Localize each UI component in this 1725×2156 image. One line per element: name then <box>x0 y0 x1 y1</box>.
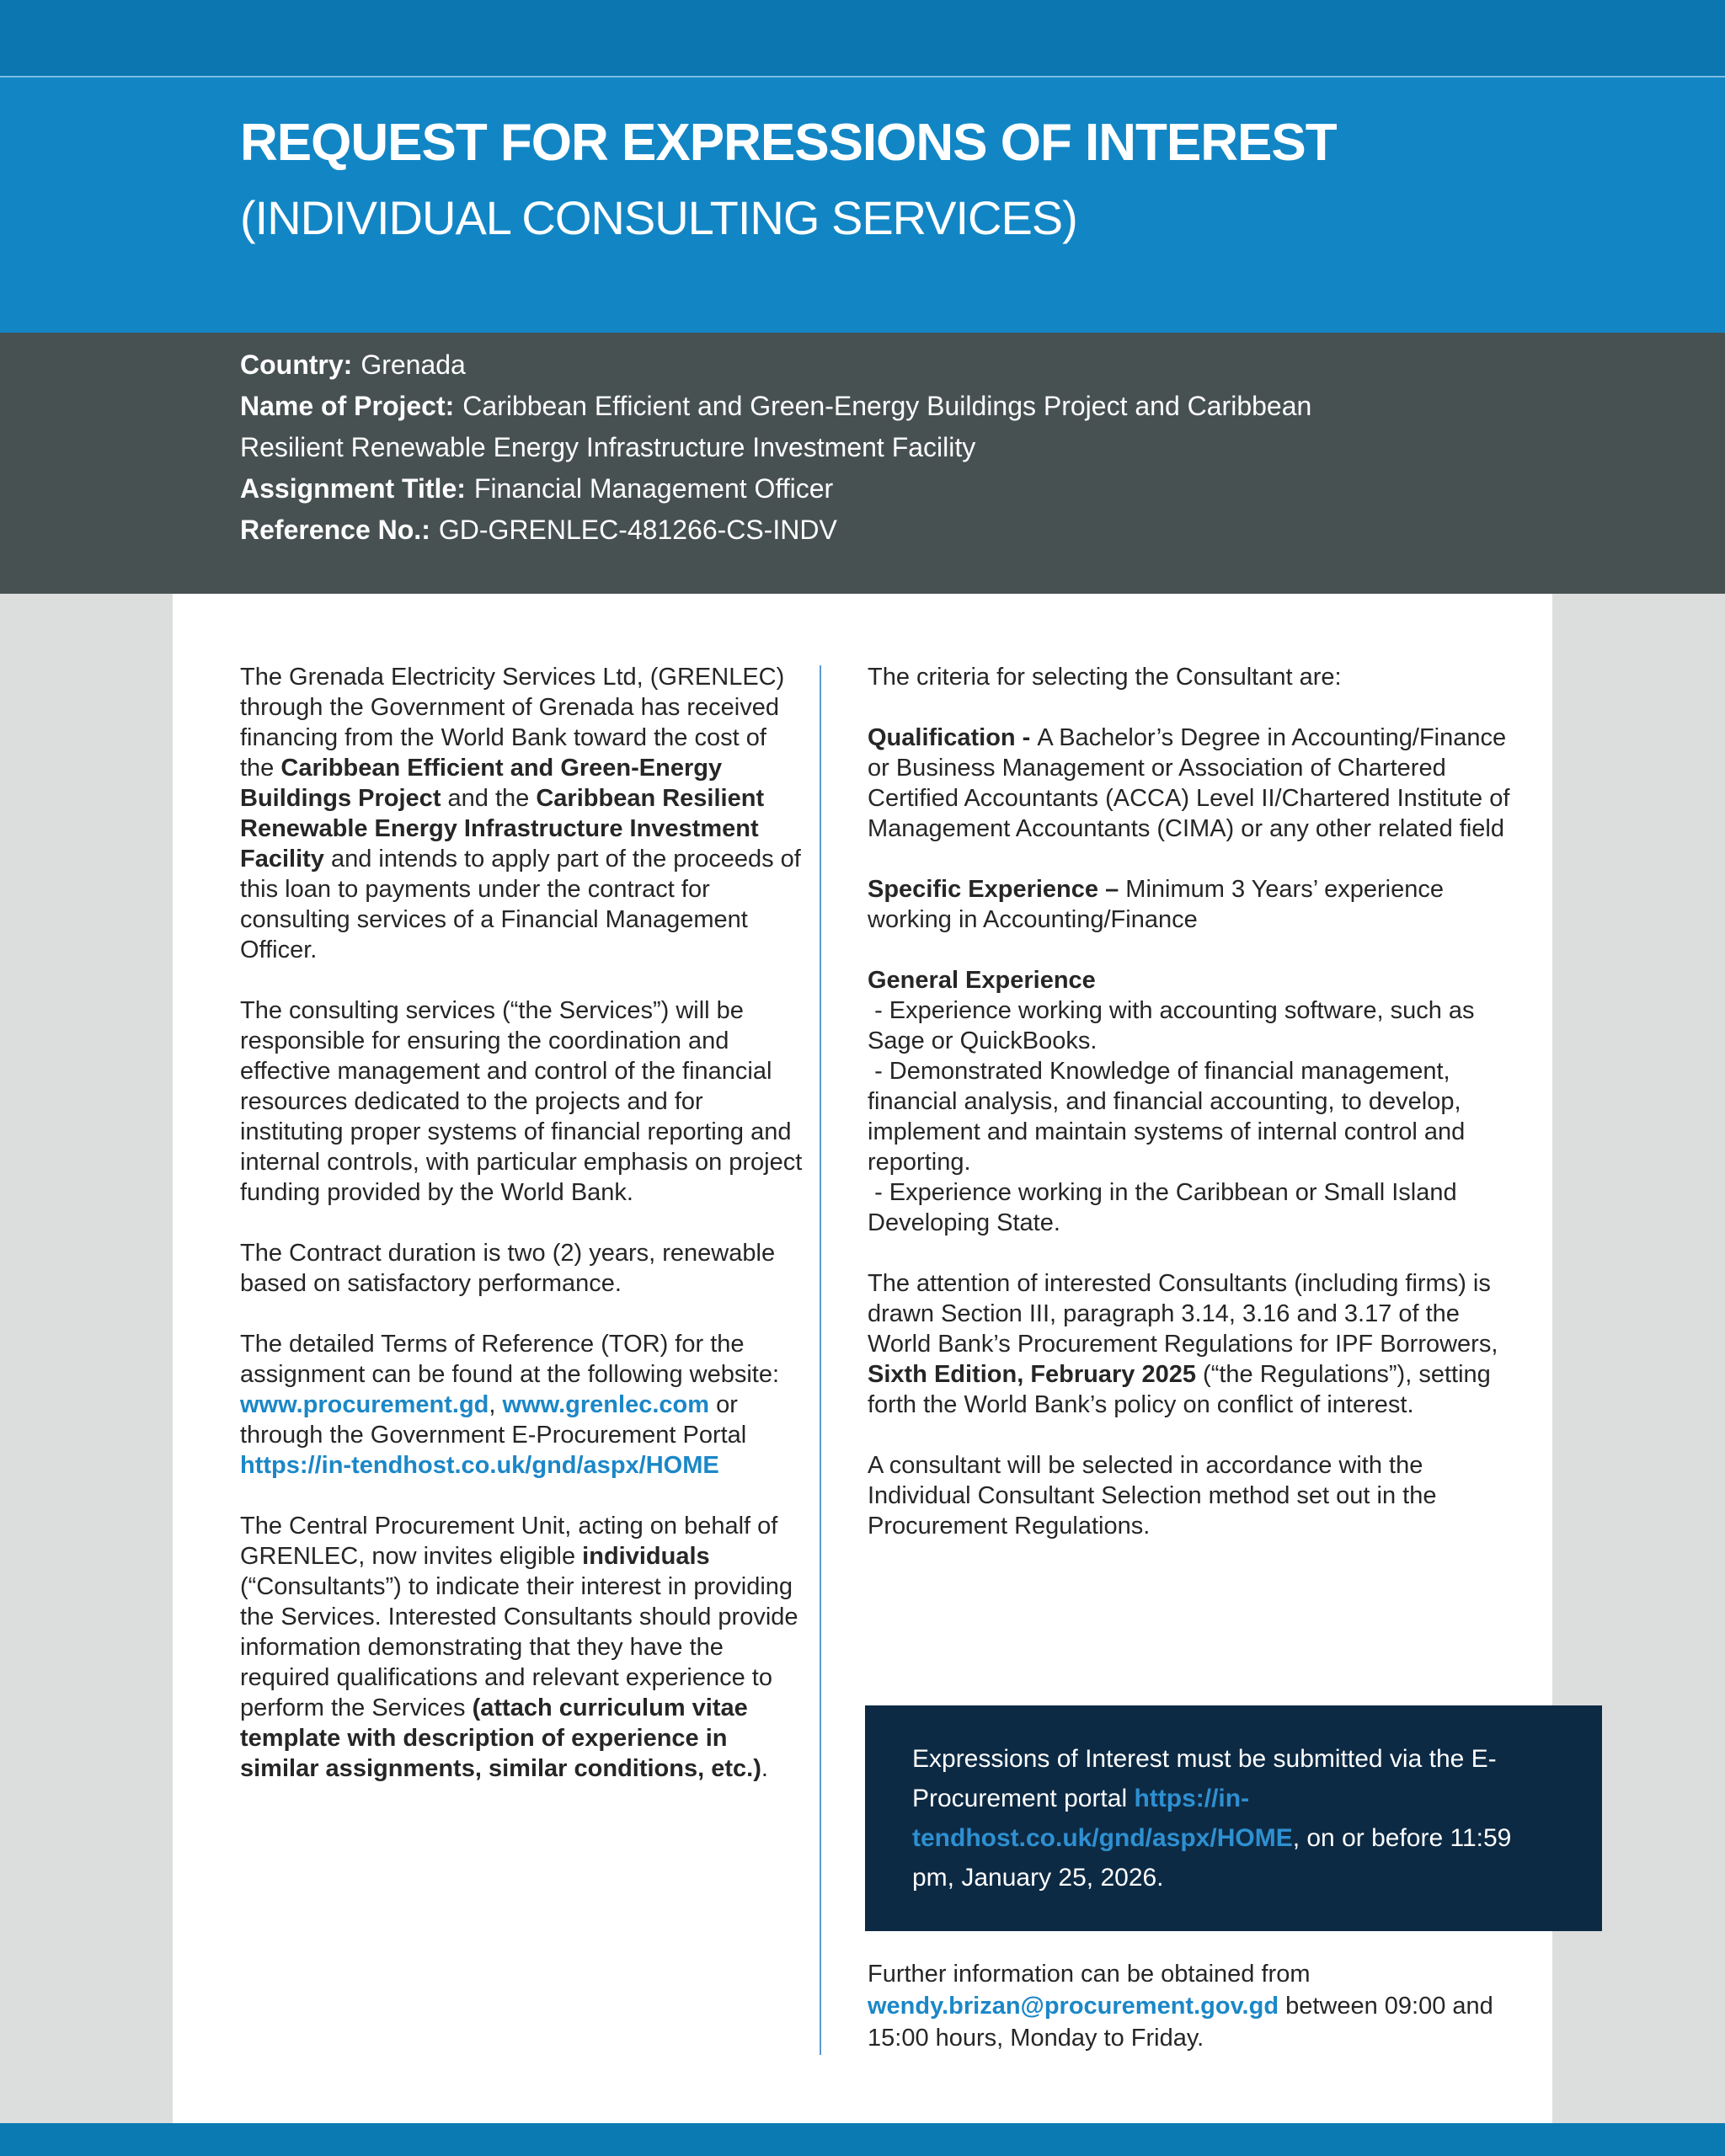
paragraph <box>240 662 808 965</box>
text-segment: The criteria for selecting the Consultant are: <box>868 664 1342 691</box>
country-value: Grenada <box>360 350 466 380</box>
paragraph <box>868 874 1514 935</box>
text-segment: The detailed Terms of Reference (TOR) for the assignment can be found at the following website: <box>240 1331 787 1388</box>
assignment-label: Assignment Title: <box>240 473 466 504</box>
text-segment: The Grenada Electricity Services Ltd, (GRENLEC) through the Government of Grenada has received financing from the World Bank toward the cost of the <box>240 664 792 782</box>
paragraph <box>868 1056 1514 1177</box>
text-segment: Caribbean Resilient Renewable Energy Infrastructure Investment Facility <box>240 785 772 873</box>
text-segment: , on or before 11:59 pm, January 25, 2026. <box>912 1824 1519 1892</box>
text-segment: Specific Experience – <box>868 876 1126 903</box>
paragraph <box>868 1177 1514 1238</box>
text-segment: between 09:00 and 15:00 hours, Monday to Friday. <box>868 1993 1500 2052</box>
paragraph <box>240 1238 803 1299</box>
column-divider <box>820 665 821 2055</box>
eprocurement-portal-link[interactable]: https://in-tendhost.co.uk/gnd/aspx/HOME <box>240 1452 719 1479</box>
text-segment: Further information can be obtained from <box>868 1961 1317 1988</box>
meta-row-reference <box>240 510 1360 551</box>
procurement-gd-link[interactable]: www.procurement.gd <box>240 1391 489 1418</box>
grenlec-com-link[interactable]: www.grenlec.com <box>502 1391 710 1418</box>
text-segment: or through the Government E-Procurement Portal <box>240 1391 754 1449</box>
submission-callout-box <box>865 1705 1602 1931</box>
country-label: Country: <box>240 350 353 380</box>
paragraph <box>240 1511 803 1784</box>
text-segment: A Bachelor’s Degree in Accounting/Finance or Business Management or Association of Chartered Certified Accountants (ACCA) Level II/Chartered Institute of Management Accountants (CIMA) or any other related field <box>868 724 1517 842</box>
closing-paragraph <box>868 1958 1514 2054</box>
text-segment: Sixth Edition, February 2025 <box>868 1361 1196 1388</box>
paragraph <box>868 1958 1514 2054</box>
paragraph <box>868 662 1514 692</box>
paragraph <box>868 995 1514 1056</box>
text-segment: The Contract duration is two (2) years, renewable based on satisfactory performance. <box>240 1240 782 1297</box>
text-segment: - Experience working with accounting software, such as Sage or QuickBooks. <box>868 997 1482 1054</box>
text-segment: individuals <box>582 1543 710 1570</box>
page-subtitle: (INDIVIDUAL CONSULTING SERVICES) <box>240 191 1077 244</box>
paragraph <box>868 723 1517 844</box>
paragraph <box>912 1739 1555 1897</box>
right-column <box>868 662 1517 1572</box>
text-segment: General Experience <box>868 967 1096 994</box>
text-segment: - Experience working in the Caribbean or Small Island Developing State. <box>868 1179 1464 1236</box>
text-segment: The Central Procurement Unit, acting on behalf of GRENLEC, now invites eligible <box>240 1513 785 1570</box>
reference-value: GD-GRENLEC-481266-CS-INDV <box>438 515 837 545</box>
project-meta <box>240 344 1360 551</box>
paragraph <box>868 965 1514 995</box>
reference-label: Reference No.: <box>240 515 430 545</box>
text-segment: A consultant will be selected in accordance with the Individual Consultant Selection method set out in the Procurement Regulations. <box>868 1452 1444 1540</box>
contact-email-link[interactable]: wendy.brizan@procurement.gov.gd <box>868 1993 1279 2020</box>
paragraph <box>240 995 809 1208</box>
text-segment: (“Consultants”) to indicate their interest in providing the Services. Interested Consultants should provide information demonstrating that they have the required qualifications and relevant experience to perform the Services <box>240 1543 805 1721</box>
meta-row-assignment <box>240 468 1360 510</box>
header-band <box>0 76 1725 333</box>
left-column <box>240 662 809 1814</box>
text-segment: . <box>761 1755 768 1782</box>
meta-row-country <box>240 344 1360 386</box>
page-title: REQUEST FOR EXPRESSIONS OF INTEREST <box>240 114 1337 172</box>
text-segment: (“the Regulations”), setting forth the World Bank’s policy on conflict of interest. <box>868 1361 1498 1418</box>
assignment-value: Financial Management Officer <box>473 473 834 504</box>
paragraph <box>868 1268 1514 1420</box>
paragraph <box>868 1450 1514 1541</box>
text-segment: The attention of interested Consultants (including firms) is drawn Section III, paragraph 3.14, 3.16 and 3.17 of the World Bank’s Procurement Regulations for IPF Borrowers, <box>868 1270 1505 1358</box>
project-meta-band <box>0 333 1725 594</box>
text-segment: , <box>489 1391 503 1418</box>
text-segment: Expressions of Interest must be submitted via the E-Procurement portal <box>912 1745 1497 1812</box>
text-segment: (attach curriculum vitae template with description of experience in similar assignments, similar conditions, etc.) <box>240 1694 761 1782</box>
callout-portal-link[interactable]: https://in-tendhost.co.uk/gnd/aspx/HOME <box>912 1785 1293 1852</box>
top-accent-strip <box>0 0 1725 76</box>
meta-row-project <box>240 386 1360 468</box>
footer-band <box>0 2123 1725 2156</box>
project-label: Name of Project: <box>240 391 455 421</box>
text-segment: and the <box>441 785 537 812</box>
project-value: Caribbean Efficient and Green-Energy Buildings Project and Caribbean Resilient Renewable Energy Infrastructure Investment Facility <box>240 391 1312 462</box>
text-segment: The consulting services (“the Services”) will be responsible for ensuring the coordination and effective management and control of the financial resources dedicated to the projects and for instituting proper systems of financial reporting and internal controls, with particular emphasis on project funding provided by the World Bank. <box>240 997 809 1206</box>
text-segment: Minimum 3 Years’ experience working in Accounting/Finance <box>868 876 1451 933</box>
text-segment: Caribbean Efficient and Green-Energy Buildings Project <box>240 755 729 812</box>
text-segment: Qualification - <box>868 724 1038 751</box>
text-segment: - Demonstrated Knowledge of financial management, financial analysis, and financial accounting, to develop, implement and maintain systems of internal control and reporting. <box>868 1058 1472 1176</box>
text-segment: and intends to apply part of the proceeds of this loan to payments under the contract for consulting services of a Financial Management Officer. <box>240 846 808 963</box>
paragraph <box>240 1329 803 1481</box>
